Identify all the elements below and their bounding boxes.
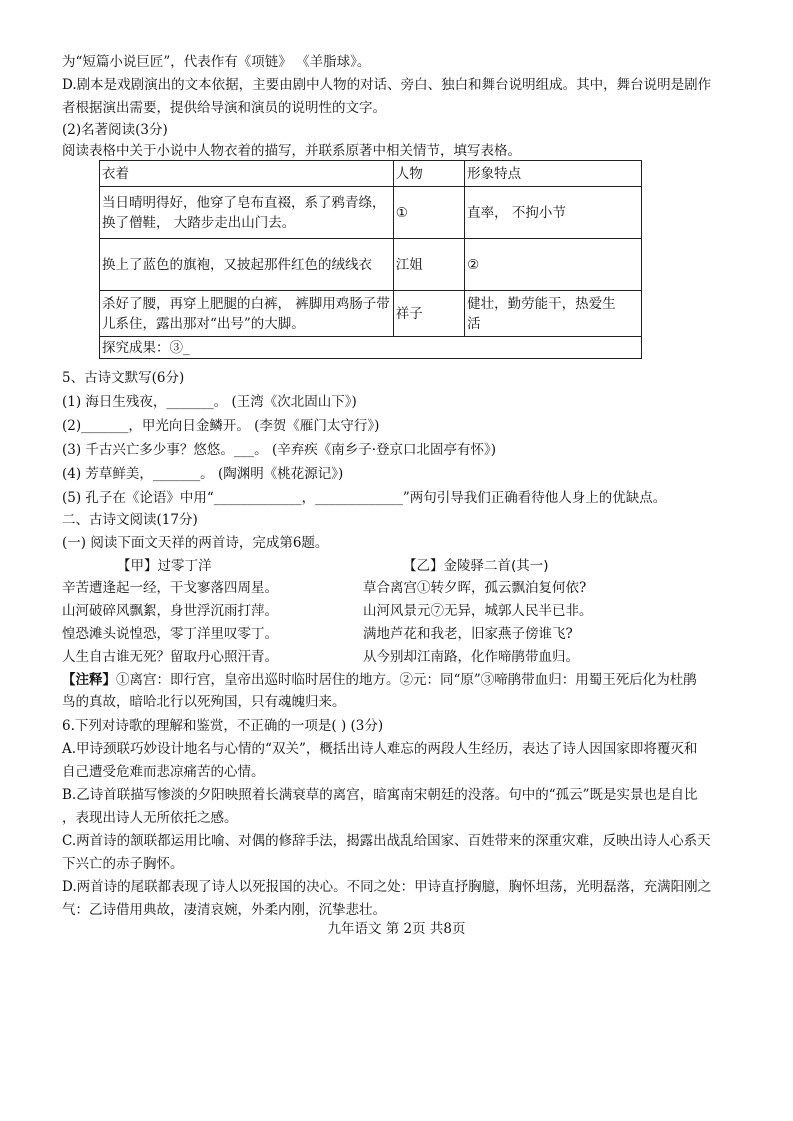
reading-table bbox=[99, 160, 642, 359]
option-line: 气：乙诗借用典故，凄清哀婉，外柔内刚，沉挚悲壮。 bbox=[62, 902, 386, 918]
poem-b-line: 满地芦花和我老，旧家燕子傍谁飞? bbox=[363, 626, 573, 642]
note-text bbox=[62, 670, 697, 690]
table-cell: 祥子 bbox=[393, 291, 464, 337]
question-item: (5) 孔子在《论语》中用“_____________，_____________”两句引导我们正确看待他人身上的优缺点。 bbox=[62, 490, 667, 506]
option-line: 下兴亡的赤子胸怀。 bbox=[62, 856, 184, 872]
poem-a-line: 辛苦遭逢起一经，干戈寥落四周星。 bbox=[62, 580, 278, 596]
text-line: D.剧本是戏剧演出的文本依据，主要由剧中人物的对话、旁白、独白和舞台说明组成。其中，舞台说明是剧作 bbox=[62, 77, 712, 93]
note-label: 【注释】 bbox=[62, 672, 116, 688]
table-result: 探究成果：③_ bbox=[100, 337, 642, 359]
table-cell: 活 bbox=[467, 315, 481, 332]
option-line: 自己遭受危难而悲凉痛苦的心情。 bbox=[62, 764, 265, 780]
poem-a-title: 【甲】过零丁洋 bbox=[117, 558, 212, 574]
section-heading: 二、古诗文阅读(17分) bbox=[62, 512, 198, 528]
page-footer: 九年语文 第 2页 共8页 bbox=[327, 921, 466, 937]
table-cell: ① bbox=[393, 187, 464, 239]
poem-b-line: 山河风景元⑦无异，城郭人民半已非。 bbox=[363, 603, 593, 619]
option-line: A.甲诗颈联巧妙设计地名与心情的“双关”，概括出诗人难忘的两段人生经历，表达了诗人因国家即将覆灭和 bbox=[62, 741, 698, 757]
table-cell: 换上了蓝色的旗袍，又披起那件红色的绒线衣 bbox=[100, 239, 394, 291]
option-line: C.两首诗的颔联都运用比喻、对偶的修辞手法，揭露出战乱给国家、百姓带来的深重灾难，反映出诗人心系天 bbox=[62, 833, 711, 849]
section-heading: 5、古诗文默写(6分) bbox=[62, 370, 185, 386]
table-row bbox=[100, 239, 642, 291]
table-cell: 杀好了腰，再穿上肥腿的白裤， 裤脚用鸡肠子带 bbox=[102, 295, 390, 312]
instruction-text: 阅读表格中关于小说中人物衣着的描写，并联系原著中相关情节，填写表格。 bbox=[62, 143, 521, 159]
table-header: 形象特点 bbox=[465, 161, 642, 187]
table-cell: 直率， 不拘小节 bbox=[465, 187, 642, 239]
poem-a-line: 惶恐滩头说惶恐，零丁洋里叹零丁。 bbox=[62, 626, 278, 642]
text-line: 为“短篇小说巨匠”，代表作有《项链》 《羊脂球》。 bbox=[62, 54, 371, 70]
section-subheading: (一) 阅读下面文天祥的两首诗，完成第6题。 bbox=[62, 535, 329, 551]
table-cell: 换了僧鞋， 大踏步走出山门去。 bbox=[102, 214, 296, 231]
question-item: (4) 芳草鲜美，_______。 (陶渊明《桃花源记》) bbox=[62, 466, 344, 482]
table-header: 衣着 bbox=[100, 161, 394, 187]
option-line: ，表现出诗人无所依托之感。 bbox=[62, 810, 238, 826]
poem-a-line: 人生自古谁无死？留取丹心照汗青。 bbox=[62, 649, 278, 665]
table-cell: 当日晴明得好，他穿了皂布直裰，系了鸦青绦， bbox=[102, 194, 386, 211]
table-row bbox=[100, 187, 642, 239]
table-cell: 江姐 bbox=[393, 239, 464, 291]
option-line: D.两首诗的尾联都表现了诗人以死报国的决心。不同之处：甲诗直抒胸臆，胸怀坦荡，光明磊落，充满阳刚之 bbox=[62, 879, 712, 895]
note-line: ①离宫：即行宫，皇帝出巡时临时居住的地方。②元：同“原”③啼鹃带血归：用蜀王死后化为杜鹃 bbox=[116, 672, 697, 688]
table-cell: 健壮，勤劳能干，热爱生 bbox=[467, 295, 616, 312]
table-row bbox=[100, 291, 642, 337]
question-item: (1) 海日生残夜，_______。 (王湾《次北固山下》) bbox=[62, 394, 357, 410]
table-cell: 儿系住，露出那对“出号”的大脚。 bbox=[102, 315, 305, 332]
question-item: (2)_______，甲光向日金鳞开。 (李贺《雁门太守行》) bbox=[62, 418, 380, 434]
question-stem: 6.下列对诗歌的理解和鉴赏，不正确的一项是( ) (3分) bbox=[62, 718, 384, 734]
table-header: 人物 bbox=[393, 161, 464, 187]
text-line: 者根据演出需要，提供给导演和演员的说明性的文字。 bbox=[62, 100, 386, 116]
option-line: B.乙诗首联描写惨淡的夕阳映照着长满衰草的离宫，暗寓南宋朝廷的没落。句中的“孤云”既是实景也是自比 bbox=[62, 787, 698, 803]
poem-b-line: 草合离宫①转夕晖，孤云飘泊复何依? bbox=[363, 580, 587, 596]
poem-b-title: 【乙】金陵驿二首(其一) bbox=[403, 558, 549, 574]
note-line: 鸟的真故，暗哈北行以死殉国，只有魂魄归来。 bbox=[62, 694, 346, 710]
section-heading: (2)名著阅读(3分) bbox=[62, 122, 168, 138]
question-item: (3) 千古兴亡多少事？悠悠。___。 (辛弃疾《南乡子·登京口北固亭有怀》) bbox=[62, 442, 497, 458]
poem-a-line: 山河破碎风飘絮，身世浮沉雨打萍。 bbox=[62, 603, 278, 619]
poem-b-line: 从今别却江南路，化作啼鹃带血归。 bbox=[363, 649, 579, 665]
table-cell: ② bbox=[465, 239, 642, 291]
